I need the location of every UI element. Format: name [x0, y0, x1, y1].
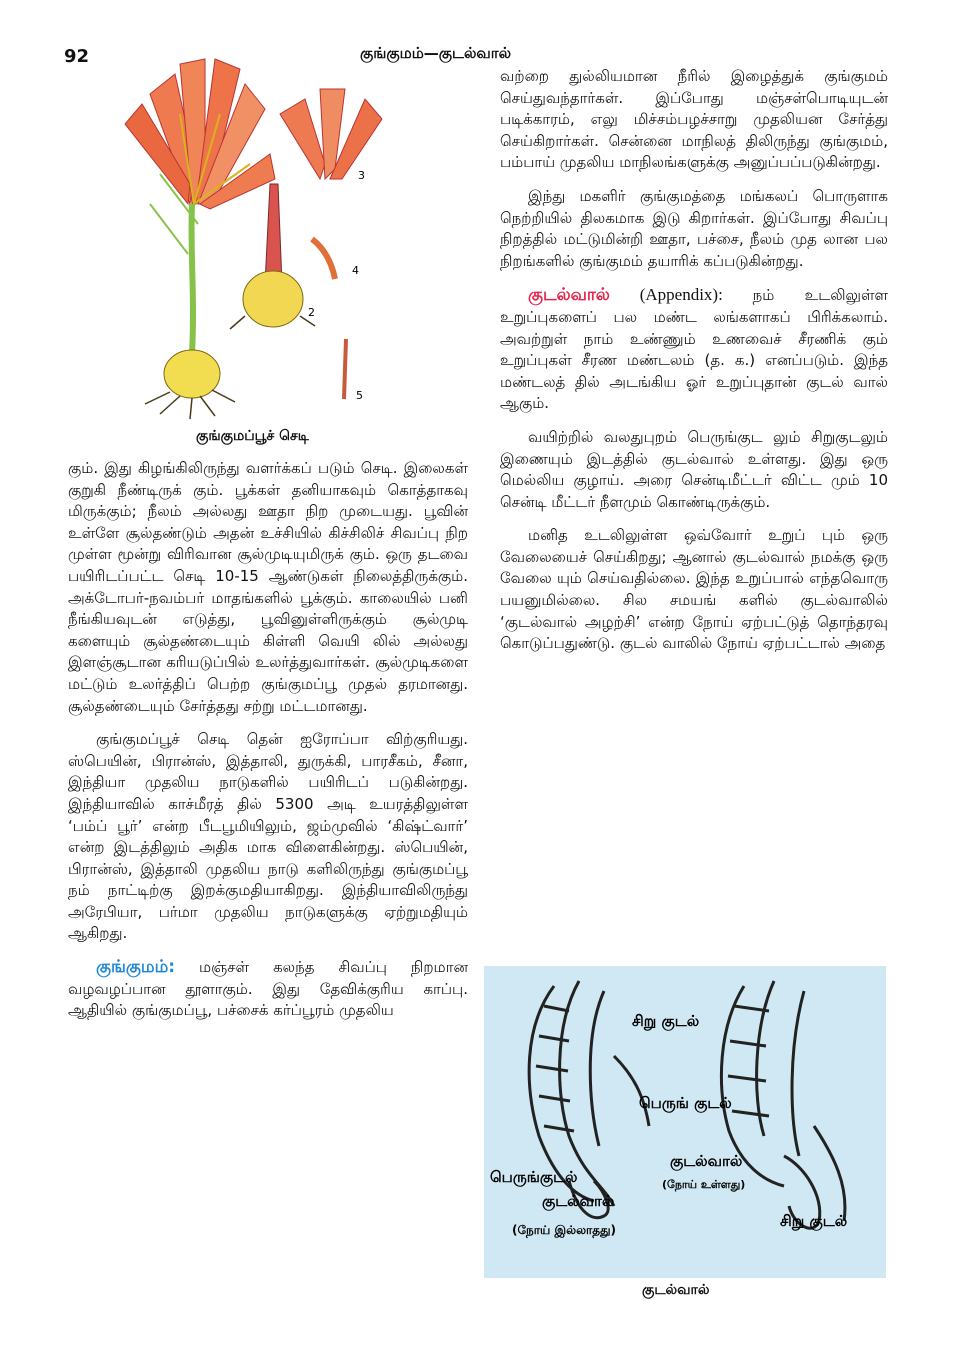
appendix-diagram: [484, 966, 886, 1278]
appendix-latin-term: (Appendix):: [609, 285, 753, 305]
diseased-appendix-label: குடல்வால்: [670, 1152, 743, 1170]
kumkumam-usage-paragraph: இந்து மகளிர் குங்குமத்தை மங்கலப் பொருளாக நெற்றியில் திலகமாக இடு கிறார்கள். இப்போது சிவப்பு நிறத்தில் மட்டுமின்றி ஊதா, பச்சை, நீலம் முத லான பல நிறங்களில் குங்குமம் தயாரிக் கப்படுகின்றது.: [500, 186, 888, 270]
kumkumam-heading: குங்குமம்:: [96, 957, 176, 978]
appendix-intro-body: நம் உடலிலுள்ள உறுப்புகளைப் பல மண்ட லங்களாகப் பிரிக்கலாம். அவற்றுள் நாம் உண்ணும் உணவைச் சீரணிக் கும் உறுப்புகள் சீரண மண்டலம் (த. க.) எனப்படும். இந்த மண்டலத் தில் அடங்கிய ஓர் உறுப்புதான் குடல் வால் ஆகும்.: [500, 286, 889, 413]
saffron-figure-caption: குங்குமப்பூச் செடி: [196, 428, 309, 444]
running-title: குங்குமம்—குடல்வால்: [360, 44, 512, 62]
figure-part-label: 4: [352, 264, 359, 277]
kumkumam-continued-paragraph: வற்றை துல்லியமான நீரில் இழைத்துக் குங்குமம் செய்துவந்தார்கள். இப்போது மஞ்சள்பொடியுடன் படிக்காரம், எலு மிச்சம்பழச்சாறு முதலியன சேர்த்து செய்கிறார்கள். சென்னை மாநிலத் திலிருந்து குங்குமம், பம்பாய் முதலிய மாநிலங்களுக்கு அனுப்பப்படுகின்றது.: [500, 67, 888, 172]
kumkumam-paragraph: [68, 957, 468, 1022]
saffron-stigma: [312, 239, 335, 279]
healthy-appendix-label: குடல்வால்: [542, 1192, 615, 1210]
saffron-origin-paragraph: குங்குமப்பூச் செடி தென் ஐரோப்பா விற்குரியது. ஸ்பெயின், பிரான்ஸ், இத்தாலி, துருக்கி, பாரசீகம், சீனா, இந்தியா முதலிய நாடுகளில் பயிரிடப் படுகின்றது. இந்தியாவில் காச்மீரத் தில் 5300 அடி உயரத்திலுள்ள ‘பம்ப் பூர்’ என்ற பீடபூமியிலும், ஜம்முவில் ‘கிஷ்ட்வார்’ என்ற இடத்திலும் அதிக மாக விளைகின்றது. ஸ்பெயின், பிரான்ஸ், இத்தாலி முதலிய நாடு களிலிருந்து குங்குமப்பூ நம் நாட்டிற்கு இறக்குமதியாகிறது. இந்தியாவிலிருந்து அரேபியா, பர்மா முதலிய நாடுகளுக்கு ஏற்றுமதியும் ஆகிறது.: [68, 730, 468, 943]
saffron-flower: [125, 59, 275, 209]
left-column: [68, 458, 468, 1034]
saffron-corm: [145, 350, 235, 419]
healthy-appendix-note: (நோய் இல்லாதது): [512, 1223, 617, 1237]
saffron-plant-illustration: [120, 54, 390, 424]
appendix-location-paragraph: வயிற்றில் வலதுபுறம் பெருங்குட லும் சிறுகுடலும் இணையும் இடத்தில் குடல்வால் உள்ளது. இது ஒரு மெல்லிய குழாய். அரை சென்டிமீட்டர் விட்ட மும் 10 சென்டி மீட்டர் நீளமும் கொண்டிருக்கும்.: [500, 427, 888, 511]
figure-part-label: 2: [308, 306, 315, 319]
page-number: 92: [64, 46, 90, 67]
saffron-flower-section: [280, 89, 382, 179]
figure-part-label: 3: [358, 169, 365, 182]
saffron-stamen: [344, 339, 346, 399]
saffron-corm-section: [230, 184, 315, 329]
right-column: [500, 66, 888, 667]
diseased-appendix-drawing: [721, 981, 845, 1228]
kumkumam-body: மஞ்சள் கலந்த சிவப்பு நிறமான வழவழப்பான தூளாகும். இது தேவிக்குரிய காப்பு. ஆதியில் குங்குமப்பூ, பச்சைக் கர்ப்பூரம் முதலிய: [68, 958, 468, 1020]
large-intestine-label-right: பெருங் குடல்: [639, 1094, 732, 1112]
appendix-intro-paragraph: [500, 284, 888, 415]
small-intestine-label: சிறு குடல்: [632, 1012, 700, 1030]
small-intestine-label-right: சிறு குடல்: [780, 1212, 848, 1230]
appendix-figure-caption: குடல்வால்: [642, 1282, 710, 1298]
diseased-appendix-note: (நோய் உள்ளது): [662, 1178, 746, 1191]
figure-part-label: 5: [356, 389, 363, 402]
appendix-heading: குடல்வால்: [528, 285, 610, 306]
appendix-function-paragraph: மனித உடலிலுள்ள ஒவ்வோர் உறுப் பும் ஒரு வேலையைச் செய்கிறது; ஆனால் குடல்வால் நமக்கு ஒரு வேலை யும் செய்வதில்லை. இந்த உறுப்பால் எந்தவொரு பயனுமில்லை. சில சமயங் களில் குடல்வாலில் ‘குடல்வால் அழற்சி’ என்ற நோய் ஏற்பட்டுத் தொந்தரவு கொடுப்பதுண்டு. குடல் வாலில் நோய் ஏற்பட்டால் அதை: [500, 526, 888, 653]
saffron-description-paragraph: கும். இது கிழங்கிலிருந்து வளர்க்கப் படும் செடி. இலைகள் குறுகி நீண்டிருக் கும். பூக்கள் தனியாகவும் கொத்தாகவு மிருக்கும்; நீலம் அல்லது ஊதா நிற முடையது. பூவின் உள்ளே சூல்தண்டும் அதன் உச்சியில் கிச்சிலிச் சிவப்பு நிற முள்ள மூன்று விரிவான சூல்முடியுமிருக் கும். ஒரு தடவை பயிரிடப்பட்ட செடி 10-15 ஆண்டுகள் நிலைத்திருக்கும். அக்டோபர்-நவம்பர் மாதங்களில் பூக்கும். காலையில் பனி நீங்கியவுடன் எடுத்து, பூவினுள்ளிருக்கும் சூல்முடி களையும் சூல்தண்டையும் கிள்ளி வெயி லில் அல்லது இளஞ்சூடான கரியடுப்பில் உலர்த்துவார்கள். சூல்முடிகளை மட்டும் உலர்த்திப் பெற்ற குங்குமப்பூ முதல் தரமானது. சூல்தண்டையும் சேர்த்தது சற்று மட்டமானது.: [68, 459, 468, 715]
large-intestine-label: பெருங்குடல்: [490, 1168, 578, 1186]
